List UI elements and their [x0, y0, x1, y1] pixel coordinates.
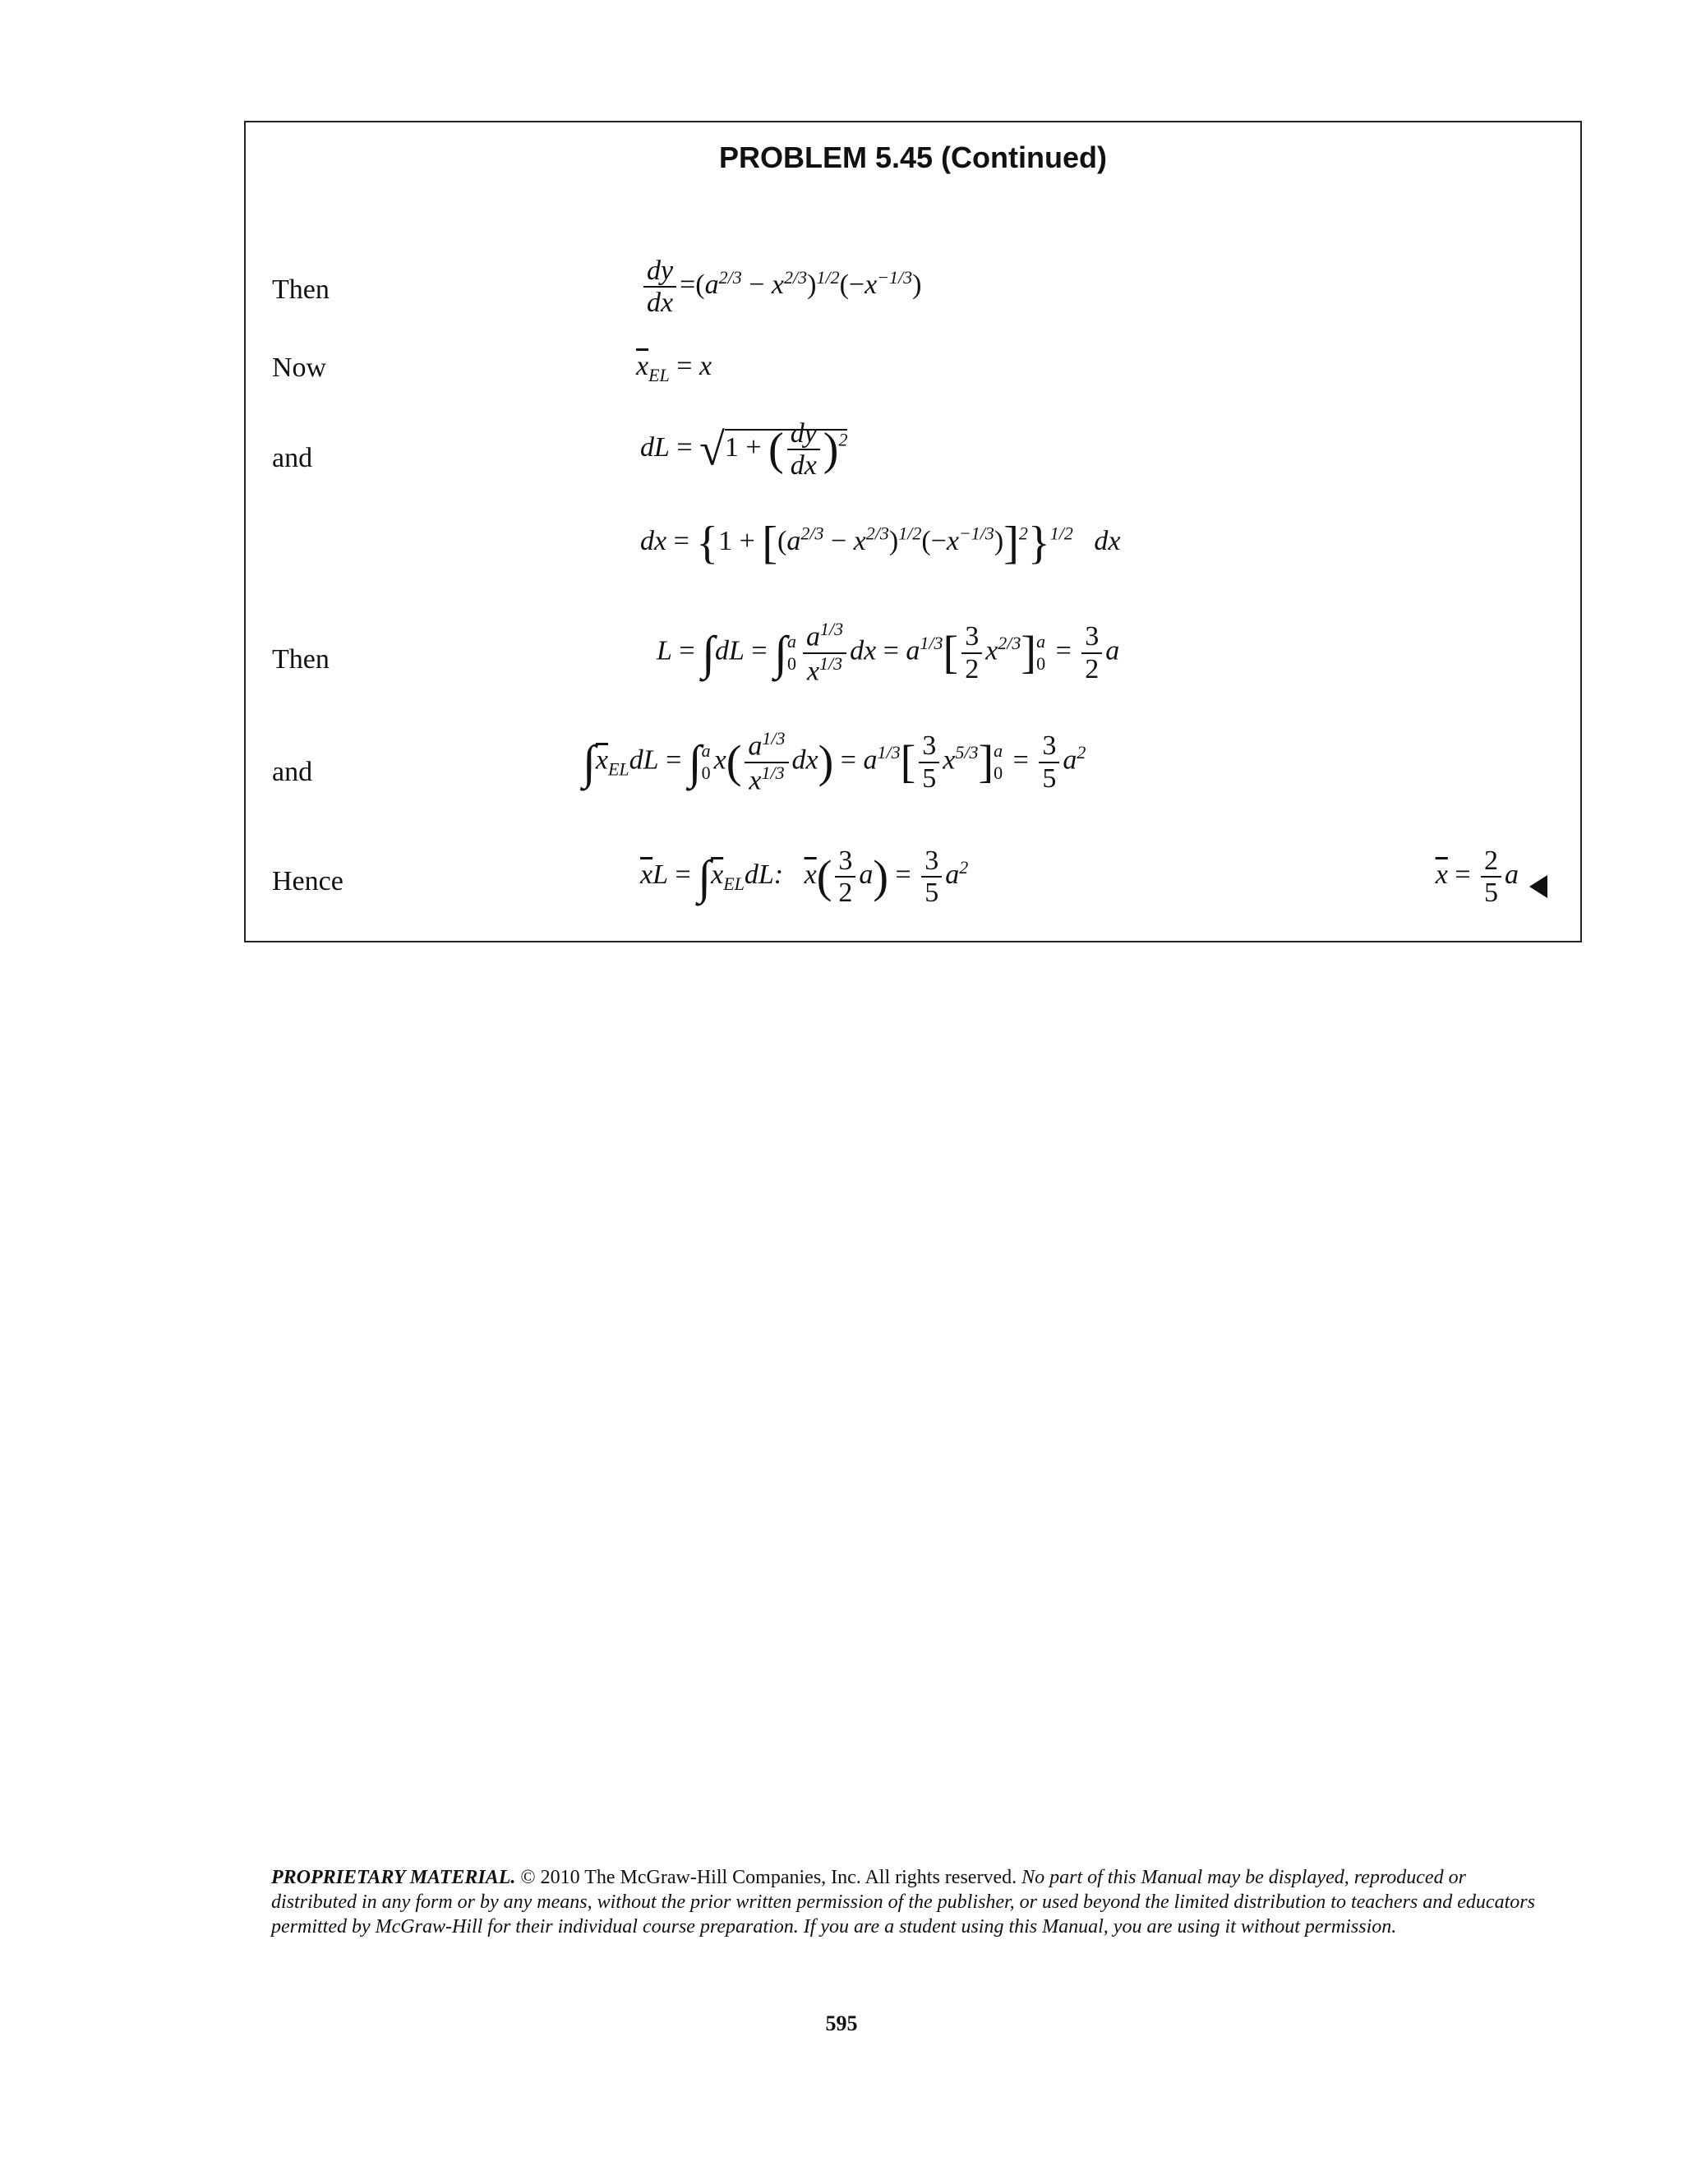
problem-title: PROBLEM 5.45 (Continued): [718, 141, 1107, 174]
equation-hence: $\overline{x}L = \int\overline{x}_{EL}dL$: $\overline{x}$( $\frac{3}{2}$ a) = $\frac{3}{5}$ $a^2$: [640, 845, 969, 909]
equation-xel: $\overline{x}_{EL} = x$: [636, 351, 712, 385]
footer-copyright: © 2010 The McGraw-Hill Companies, Inc. All rights reserved.: [515, 1867, 1022, 1888]
label-then: Then: [272, 274, 330, 305]
equation-length: L = ∫dL = ∫ a 0 $\frac{a^{1/3}}{x^{1/3}}$ dx = $a^{1/3}$[ $\frac{3}{2}$ $x^{2/3}$] a 0 = $\frac{3}{2}$ a: [657, 619, 1120, 687]
equation-dydx: $\frac{dy}{dx}$ $=(a^{2/3} - x^{2/3})^{1/2}(-x^{-1/3})$: [640, 256, 921, 319]
label-now: Now: [272, 352, 327, 383]
solution-box: [244, 121, 1582, 942]
footer-lead: PROPRIETARY MATERIAL.: [271, 1867, 516, 1888]
label-hence: Hence: [272, 866, 344, 896]
footer-notice: No part of this Manual may be displayed, reproduced or distributed in any form or by any means, without the prior written permission of the publisher, or used beyond the limited distribution to teachers and educators permitted by McGraw-Hill for their individual course preparation. If you are a student using this Manual, you are using it without permission.: [271, 1867, 1535, 1937]
equation-dl: dL = √1 + ( $\frac{dy}{dx}$ )$^2$: [640, 418, 848, 481]
page-number: 595: [825, 2011, 858, 2035]
copyright-footer: [271, 1865, 1553, 1939]
label-then-2: Then: [272, 644, 330, 675]
equation-moment: $\int\overline{x}_{EL}dL$ = ∫ a 0 x( $\frac{a^{1/3}}{x^{1/3}}$ $dx) = a^{1/3}$[ $\frac{3}{5}$ $x^{5/3}$] a 0 = $\frac{3}{5}$ $a^2$: [583, 728, 1086, 796]
label-and-2: and: [272, 757, 313, 787]
equation-dx: dx = $\{1 + [(a^{2/3} - x^{2/3})^{1/2}(-x^{-1/3})]^2\}^{1/2}$ dx: [640, 518, 1121, 569]
answer-marker-icon: [1529, 875, 1547, 898]
answer-centroid: $\overline{x}$ = $\frac{2}{5}$ a: [1435, 845, 1519, 909]
label-and: and: [272, 443, 313, 473]
